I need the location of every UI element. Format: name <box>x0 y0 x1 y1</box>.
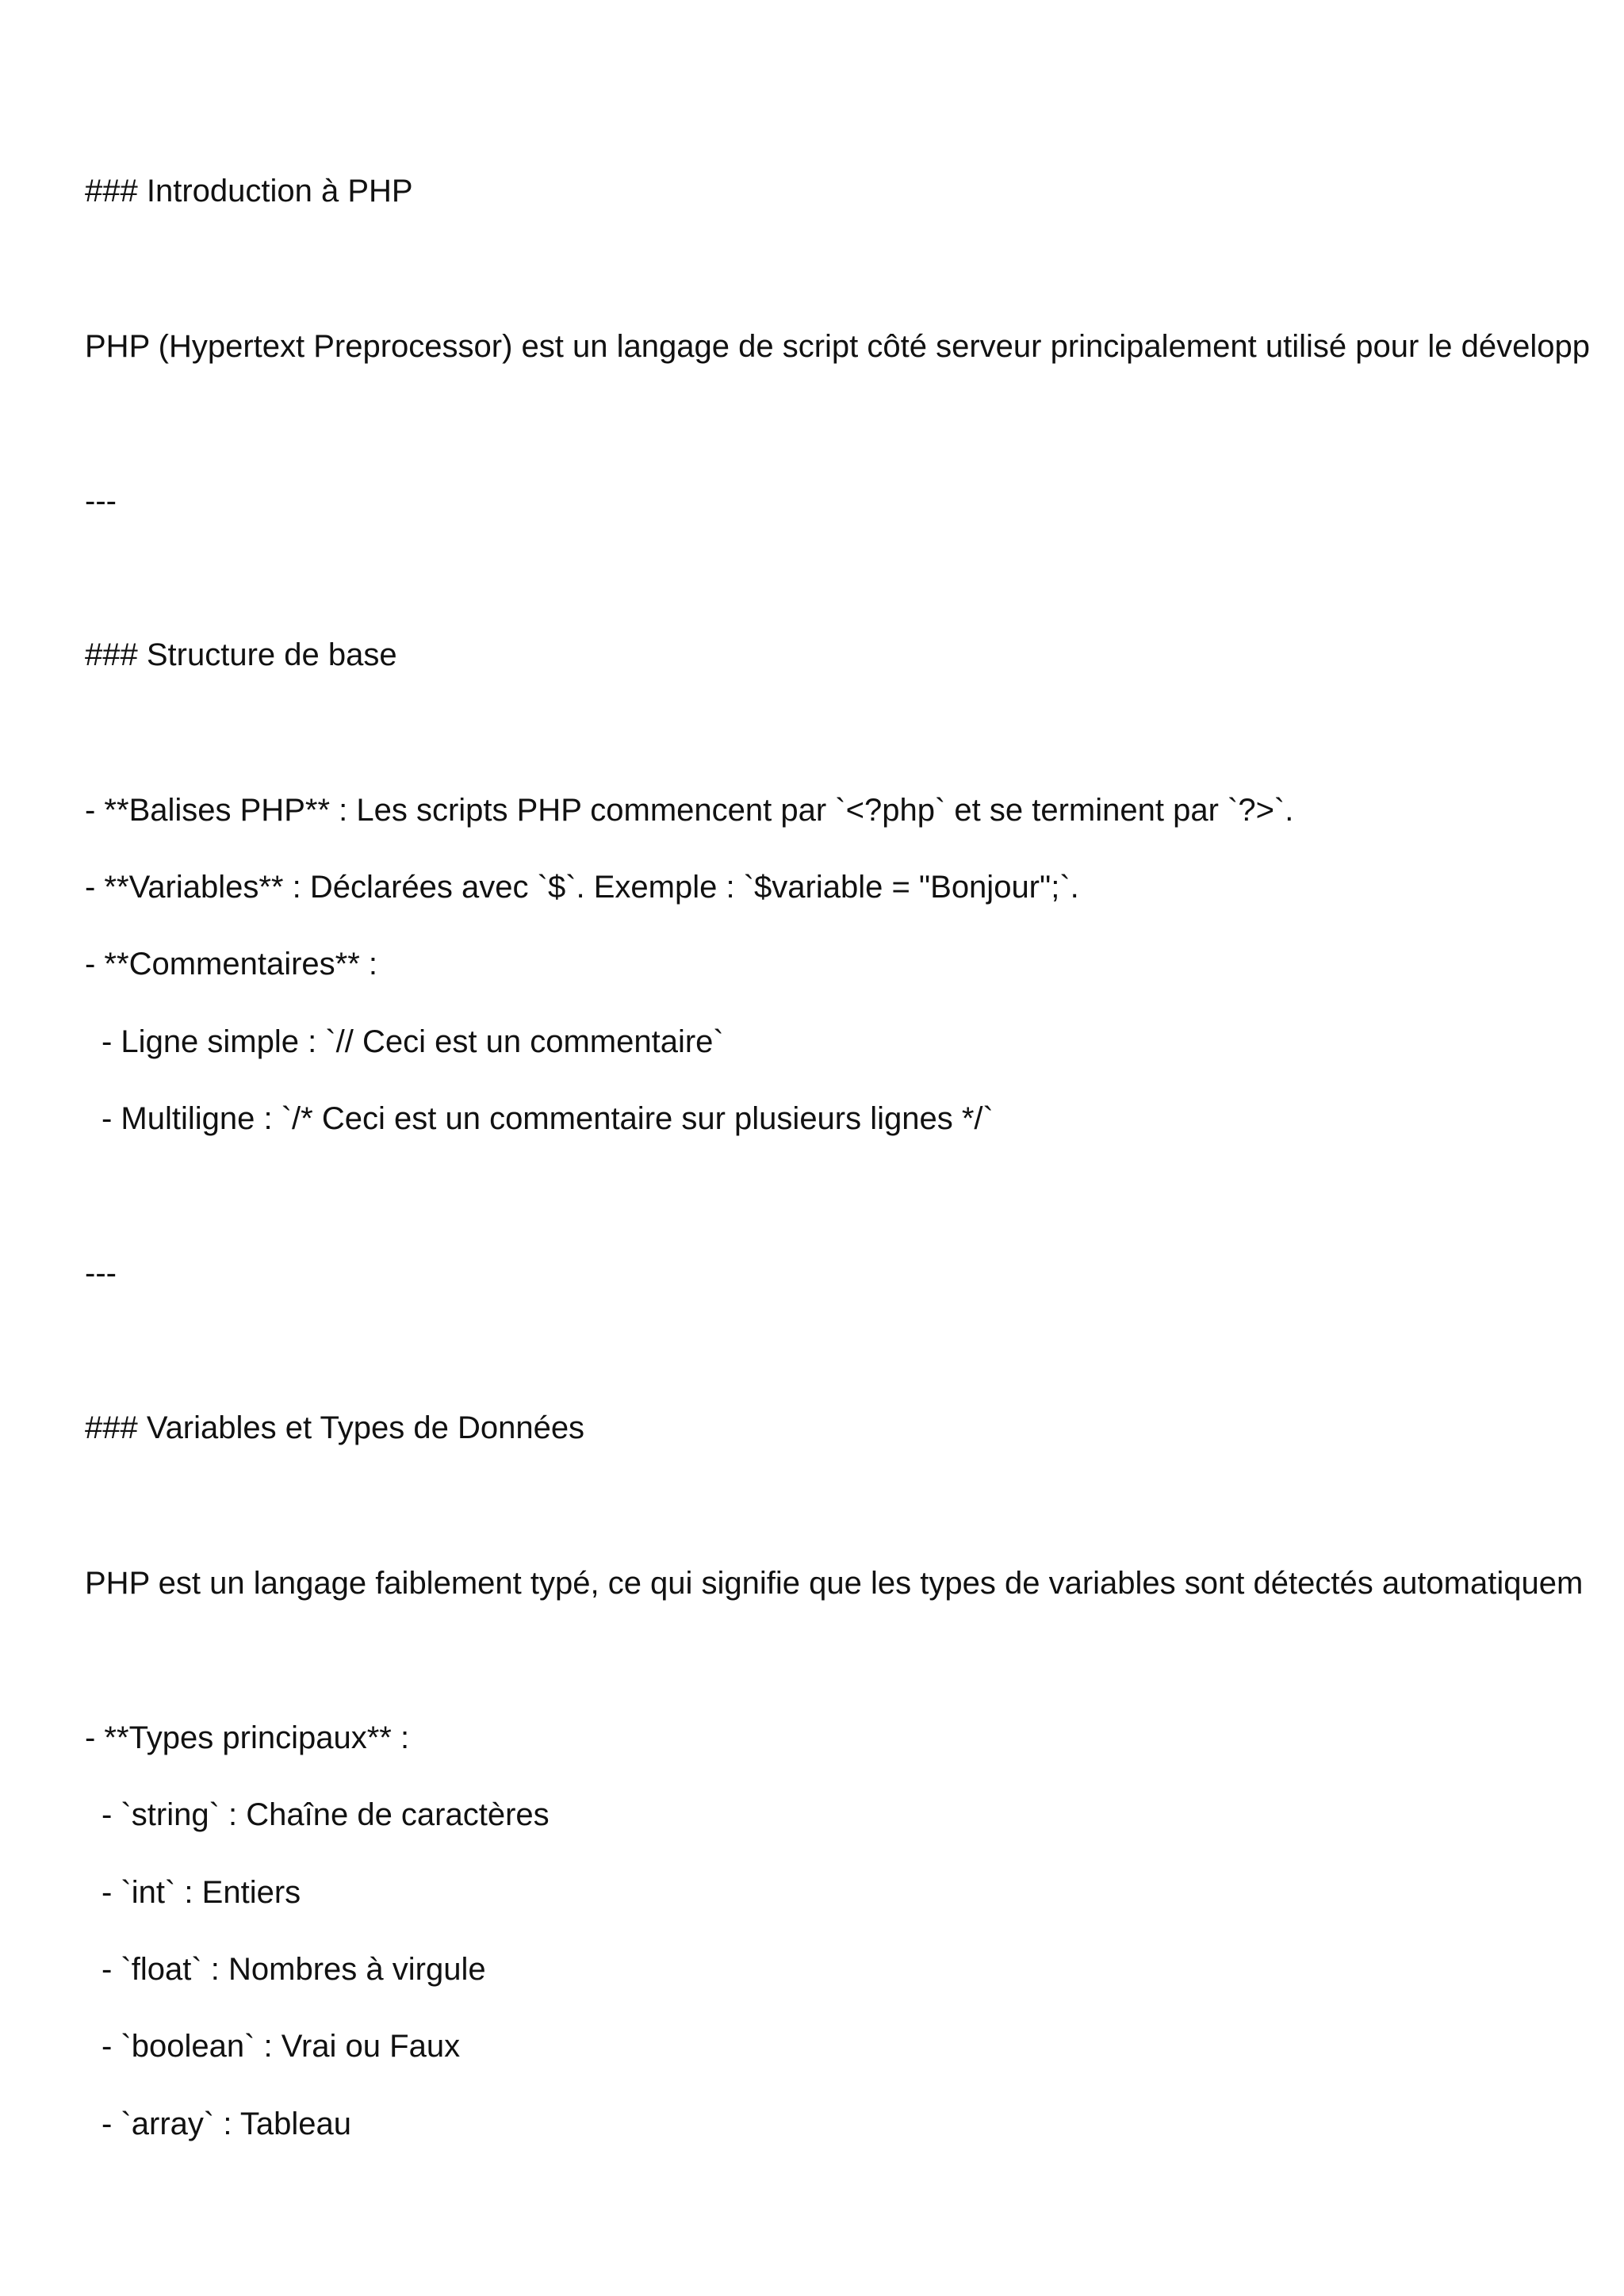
heading-introduction: ### Introduction à PHP <box>85 174 413 209</box>
list-subitem-int: - `int` : Entiers <box>102 1875 301 1910</box>
list-subitem-string: - `string` : Chaîne de caractères <box>102 1797 550 1832</box>
list-item-types-principaux: - **Types principaux** : <box>85 1720 410 1755</box>
list-subitem-array: - `array` : Tableau <box>102 2107 351 2141</box>
paragraph-variables-types: PHP est un langage faiblement typé, ce qui signifie que les types de variables sont détectés automatiquem <box>85 1566 1584 1601</box>
paragraph-introduction: PHP (Hypertext Preprocessor) est un langage de script côté serveur principalement utilisé pour le développ <box>85 329 1591 364</box>
list-item-balises: - **Balises PHP** : Les scripts PHP commencent par `<?php` et se terminent par `?>`. <box>85 793 1294 828</box>
heading-structure: ### Structure de base <box>85 637 397 672</box>
separator: --- <box>85 1256 117 1291</box>
list-subitem-ligne-simple: - Ligne simple : `// Ceci est un commentaire` <box>102 1024 724 1059</box>
separator: --- <box>85 484 117 519</box>
list-item-commentaires: - **Commentaires** : <box>85 947 378 982</box>
list-subitem-boolean: - `boolean` : Vrai ou Faux <box>102 2029 461 2064</box>
list-subitem-float: - `float` : Nombres à virgule <box>102 1952 486 1987</box>
list-item-variables: - **Variables** : Déclarées avec `$`. Exemple : `$variable = "Bonjour";`. <box>85 870 1079 905</box>
heading-variables-types: ### Variables et Types de Données <box>85 1410 585 1445</box>
list-subitem-multiligne: - Multiligne : `/* Ceci est un commentaire sur plusieurs lignes */` <box>102 1101 994 1136</box>
